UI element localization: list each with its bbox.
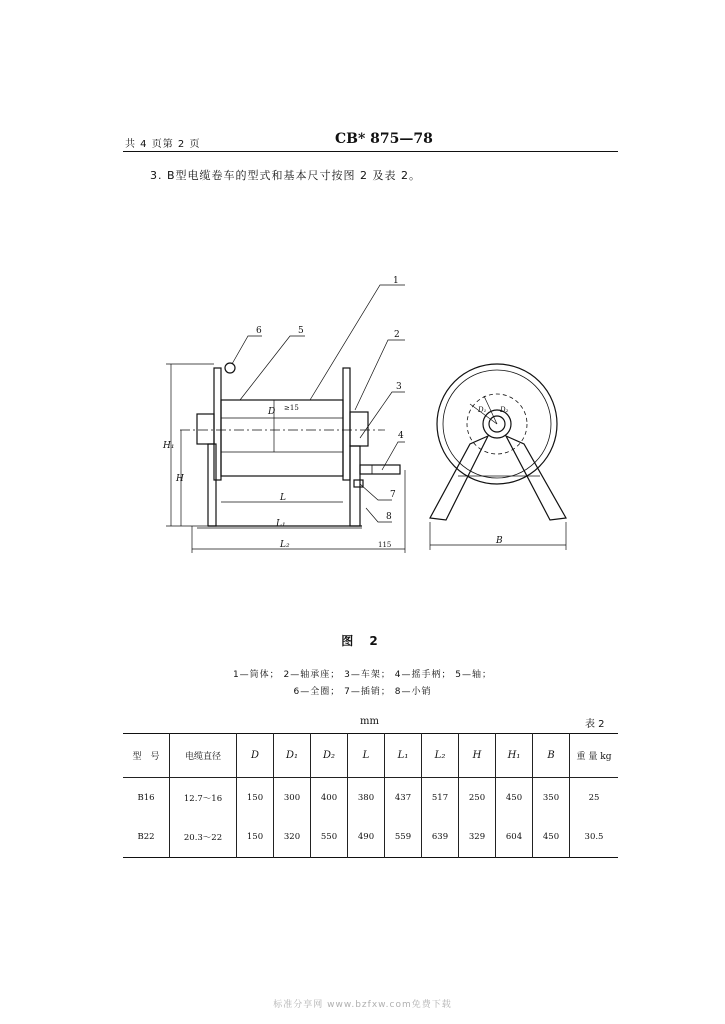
dim-H: H: [176, 474, 184, 484]
cell-L: 490: [348, 818, 385, 858]
cell-H1: 450: [496, 778, 533, 818]
legend-line-1: 1—筒体； 2—轴承座； 3—车架； 4—摇手柄； 5—轴；: [232, 670, 493, 680]
table-row: [123, 818, 618, 858]
col-D1: D₁: [274, 734, 311, 778]
left-frame: [208, 444, 216, 526]
side-view: [166, 285, 405, 553]
right-bearing: [350, 412, 368, 446]
dim-H1: H₁: [163, 441, 175, 451]
cell-weight: 25: [570, 778, 619, 818]
cell-D1: 300: [274, 778, 311, 818]
cell-B: 450: [533, 818, 570, 858]
col-D2: D₂: [311, 734, 348, 778]
left-bearing: [197, 414, 214, 444]
col-model: 型 号: [132, 752, 160, 762]
callout-8: 8: [386, 512, 392, 522]
callout-1: 1: [393, 276, 399, 286]
drum-body: [221, 400, 343, 476]
col-cable-diameter: 电缆直径: [170, 734, 237, 778]
dim-L: L: [280, 493, 286, 503]
cell-L2: 639: [422, 818, 459, 858]
callout-6: 6: [256, 326, 262, 336]
section-text: 3. B型电缆卷车的型式和基本尺寸按图 2 及表 2。: [150, 169, 422, 182]
table-number: 表 2: [585, 719, 605, 730]
col-D: D: [237, 734, 274, 778]
right-flange: [343, 368, 350, 480]
top-ring: [225, 363, 235, 373]
dim-D2: D₂: [500, 406, 509, 414]
cell-H: 250: [459, 778, 496, 818]
cell-weight: 30.5: [570, 818, 619, 858]
table-row: [123, 778, 618, 818]
cell-cable-diameter: 20.3～22: [170, 818, 237, 858]
cell-D: 150: [237, 818, 274, 858]
left-flange: [214, 368, 221, 480]
dim-B: B: [496, 536, 503, 546]
col-B: B: [533, 734, 570, 778]
page-info: 共 4 页第 2 页: [125, 139, 201, 150]
col-L: L: [348, 734, 385, 778]
dim-D1: D₁: [478, 406, 487, 414]
cell-model: B22: [137, 832, 155, 843]
cell-L: 380: [348, 778, 385, 818]
cell-L1: 437: [385, 778, 422, 818]
callout-3: 3: [396, 382, 402, 392]
cell-B: 350: [533, 778, 570, 818]
legend-line-2: 6—全圈； 7—插销； 8—小销: [293, 687, 432, 697]
cell-H: 329: [459, 818, 496, 858]
right-leg: [506, 436, 566, 520]
figure-caption: 图 2: [341, 634, 384, 648]
cell-L2: 517: [422, 778, 459, 818]
col-H: H: [459, 734, 496, 778]
col-H1: H₁: [496, 734, 533, 778]
cell-D: 150: [237, 778, 274, 818]
callout-7: 7: [390, 490, 396, 500]
cell-H1: 604: [496, 818, 533, 858]
cell-D1: 320: [274, 818, 311, 858]
callout-2: 2: [394, 330, 400, 340]
cell-cable-diameter: 12.7～16: [170, 778, 237, 818]
cell-L1: 559: [385, 818, 422, 858]
col-L1: L₁: [385, 734, 422, 778]
cell-D2: 400: [311, 778, 348, 818]
dim-D-note: ≥15: [284, 404, 299, 412]
dim-offset: 115: [378, 541, 392, 549]
callout-5: 5: [298, 326, 304, 336]
col-L2: L₂: [422, 734, 459, 778]
cell-D2: 550: [311, 818, 348, 858]
standard-code: CB* 875—78: [335, 131, 433, 147]
callout-4: 4: [398, 431, 404, 441]
cell-model: B16: [137, 792, 155, 803]
spec-table: [123, 733, 618, 858]
col-weight: 重 量 kg: [570, 734, 619, 778]
right-frame: [350, 446, 360, 526]
table-unit: mm: [360, 716, 379, 727]
end-view: [430, 364, 566, 550]
dim-D: D: [268, 407, 276, 417]
dim-L2: L₂: [280, 540, 290, 550]
watermark-footer: 标准分享网 www.bzfxw.com免费下载: [273, 1000, 452, 1010]
dim-L1: L₁: [276, 519, 286, 529]
pin: [354, 480, 363, 487]
crank-handle: [360, 465, 400, 474]
table-header-row: [123, 734, 618, 778]
